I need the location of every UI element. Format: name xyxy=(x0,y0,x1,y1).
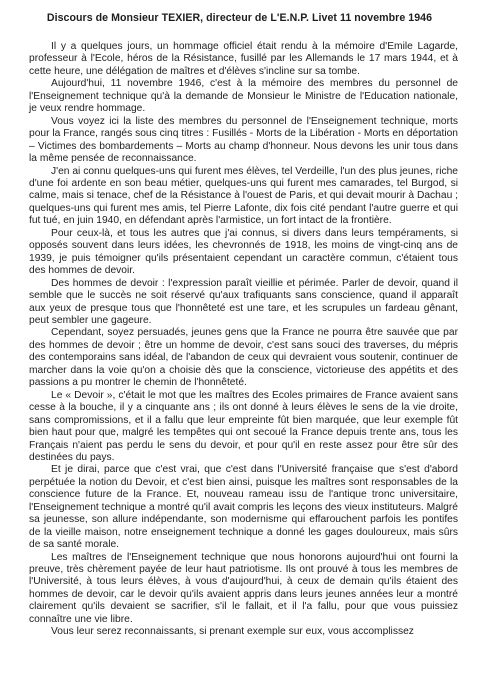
paragraph: Il y a quelques jours, un hommage officiel était rendu à la mémoire d'Emile Lagarde, professeur à l'Ecole, héros de la Résistance, fusillé par les Allemands le 17 mars 1944, et à cette heure, une délégation de maîtres et d'élèves s'incline sur sa tombe. xyxy=(29,41,458,77)
document-title: Discours de Monsieur TEXIER, directeur de L'E.N.P. Livet 11 novembre 1946 xyxy=(46,12,433,24)
paragraph: Pour ceux-là, et tous les autres que j'ai connus, si divers dans leurs tempéraments, si opposés souvent dans leurs idées, les chevronnés de 1918, les moins de vingt-cinq ans de 1939, je puis témoigner qu'ils présentaient cependant un caractère commun, c'étaient tous des hommes de devoir. xyxy=(29,227,458,277)
paragraph: J'en ai connu quelques-uns qui furent mes élèves, tel Verdeille, l'un des plus jeunes, riche d'une foi ardente en son beau métier, quelques-uns qui furent mes camarades, tel Burgod, si calme, mais si tenace, chef de la Résistance à l'ouest de Paris, et qui devait mourir à Dachau ; quelques-uns qui furent mes amis, tel Pierre Lafonte, dix fois cité pendant l'autre guerre et qui fut tué, en juin 1940, en défendant après l'armistice, un fort intact de la frontière. xyxy=(29,165,458,227)
paragraph: Les maîtres de l'Enseignement technique que nous honorons aujourd'hui ont fourni la preuve, très chèrement payée de leur haut patriotisme. Ils ont prouvé à tous les membres de l'Université, à tous leurs élèves, à vous d'aujourd'hui, à ceux de demain qu'ils étaient des hommes de devoir, car le devoir qu'ils avaient appris dans leurs jeunes années leur a montré clairement qu'ils devaient se sacrifier, s'il le fallait, et il l'a fallu, pour que vous puissiez connaître une vie libre. xyxy=(29,551,458,625)
paragraph: Vous leur serez reconnaissants, si prenant exemple sur eux, vous accomplissez xyxy=(51,626,414,638)
paragraph: Cependant, soyez persuadés, jeunes gens que la France ne pourra être sauvée que par des hommes de devoir ; être un homme de devoir, c'est sans souci des traverses, du mépris des contemporains sans idéal, de l'abandon de ceux qui devraient vous soutenir, continuer de marcher dans la voie qu'on a choisie dès que la conscience, victorieuse des appétits et des passions a pu montrer le chemin de l'honnêteté. xyxy=(29,327,458,389)
paragraph: Vous voyez ici la liste des membres du personnel de l'Enseignement technique, morts pour la France, rangés sous cinq titres : Fusillés - Morts de la Libération - Morts en déportation – Victimes des bombardements – Morts au champ d'honneur. Nous devons les unir tous dans la même pensée de reconnaissance. xyxy=(29,115,458,165)
paragraph: Aujourd'hui, 11 novembre 1946, c'est à la mémoire des membres du personnel de l'Enseignement technique qu'à la demande de Monsieur le Ministre de l'Education nationale, je veux rendre hommage. xyxy=(29,78,458,115)
document-body xyxy=(29,41,458,639)
paragraph: Le « Devoir », c'était le mot que les maîtres des Ecoles primaires de France avaient sans cesse à la bouche, il y a cinquante ans ; ils ont donné à leurs élèves le sens de la vie droite, sans compromissions, et il a fallu que leur empreinte fût bien marquée, que leur exemple fût bien haut pour que, malgré les tempêtes qui ont secoué la France depuis trente ans, tous les Français n'aient pas perdu le sens du devoir, et pour qu'il en reste assez pour être sûr des destinées du pays. xyxy=(29,389,458,463)
paragraph: Des hommes de devoir : l'expression paraît vieillie et périmée. Parler de devoir, quand il semble que le succès ne soit réservé qu'aux trafiquants sans conscience, quand il apparaît aux yeux de presque tous que l'honnêteté est une tare, et les scrupules un fardeau gênant, peut sembler une gageure. xyxy=(29,277,458,326)
paragraph: Et je dirai, parce que c'est vrai, que c'est dans l'Université française que s'est d'abord perpétuée la notion du Devoir, et c'est bien ainsi, puisque les maîtres sont responsables de la conscience future de la France. Et, nouveau rameau issu de l'antique tronc universitaire, l'Enseignement technique a montré qu'il avait compris les leçons des vieux instituteurs. Malgré sa jeunesse, son allure indépendante, son modernisme qui effarouchent parfois les pontifes de la vieille maison, notre enseignement technique a donné les gages douloureux, mais sûrs de sa santé morale. xyxy=(29,464,458,551)
